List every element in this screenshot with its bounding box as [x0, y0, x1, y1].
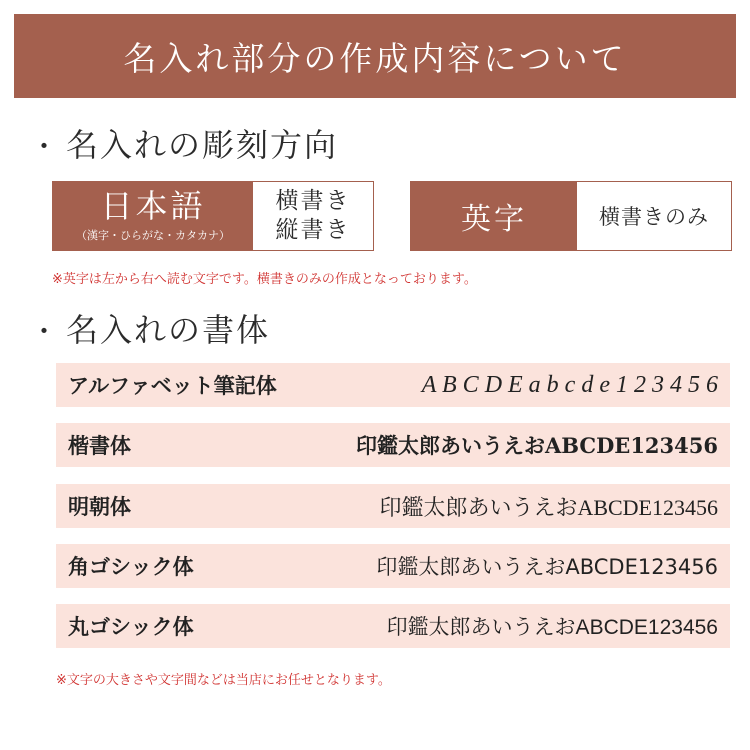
japanese-label-block	[53, 182, 253, 250]
japanese-direction-box	[52, 181, 374, 251]
typeface-label: 楷書体	[68, 434, 131, 458]
typeface-sample: A B C D E a b c d e 1 2 3 4 5 6	[421, 371, 718, 398]
option-horizontal-only: 横書きのみ	[599, 205, 709, 229]
japanese-title: 日本語	[100, 186, 206, 225]
engraving-direction-heading	[30, 120, 338, 166]
typeface-note: ※文字の大きさや文字間などは当店にお任せとなります。	[56, 673, 391, 688]
typeface-sample: 印鑑太郎あいうえおABCDE123456	[355, 433, 718, 458]
typeface-row-maru-gothic	[56, 604, 730, 648]
option-vertical: 縦書き	[275, 217, 351, 243]
typeface-sample: 印鑑太郎あいうえおABCDE123456	[386, 616, 718, 639]
typeface-row-kaisho	[56, 423, 730, 467]
japanese-options-block	[253, 182, 373, 250]
typeface-row-script	[56, 363, 730, 407]
english-label-block	[411, 182, 577, 250]
typeface-label: 丸ゴシック体	[68, 615, 194, 639]
engraving-direction-title: 名入れの彫刻方向	[66, 126, 339, 164]
typeface-heading	[30, 305, 270, 351]
english-direction-box	[410, 181, 732, 251]
typeface-label: アルファベット筆記体	[68, 374, 277, 398]
typeface-row-kaku-gothic	[56, 544, 730, 588]
typeface-label: 角ゴシック体	[68, 555, 194, 579]
bullet-dot: ・	[30, 315, 61, 348]
typeface-title: 名入れの書体	[66, 311, 271, 349]
page-title: 名入れ部分の作成内容について	[123, 38, 627, 78]
typeface-sample: 印鑑太郎あいうえおABCDE123456	[376, 555, 718, 579]
bullet-dot: ・	[30, 130, 61, 163]
japanese-subtitle: （漢字・ひらがな・カタカナ）	[76, 229, 230, 243]
typeface-row-mincho	[56, 484, 730, 528]
page-title-banner	[14, 14, 736, 98]
english-options-block	[577, 182, 731, 250]
typeface-sample: 印鑑太郎あいうえおABCDE123456	[379, 494, 718, 520]
option-horizontal: 横書き	[275, 188, 351, 215]
english-title: 英字	[461, 202, 527, 237]
direction-note: ※英字は左から右へ読む文字です。横書きのみの作成となっております。	[52, 272, 477, 287]
typeface-label: 明朝体	[68, 495, 131, 519]
